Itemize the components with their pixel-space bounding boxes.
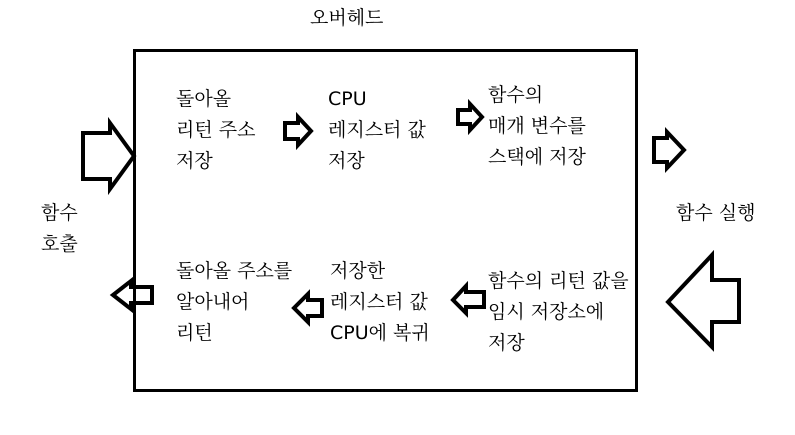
step-arrow-left-icon [453, 286, 484, 313]
exec-arrow-right-icon [654, 132, 684, 168]
function-exec-label: 함수 실행 [676, 202, 756, 224]
step-store-return-value: 함수의 리턴 값을 임시 저장소에 저장 [488, 270, 629, 354]
step-arrow-right-icon [285, 117, 311, 145]
call-arrow-right-icon [83, 123, 134, 189]
step-return-to-caller: 돌아올 주소를 알아내어 리턴 [176, 260, 293, 344]
step-push-parameters: 함수의 매개 변수를 스택에 저장 [488, 84, 586, 168]
return-arrow-left-icon [113, 281, 152, 309]
step-save-cpu-registers: CPU 레지스터 값 저장 [328, 88, 426, 172]
diagram-title: 오버헤드 [310, 7, 384, 29]
function-call-label: 함수 호출 [41, 202, 78, 255]
step-restore-registers: 저장한 레지스터 값 CPU에 복귀 [330, 260, 430, 344]
step-arrow-right-icon [458, 104, 482, 130]
step-save-return-address: 돌아올 리턴 주소 저장 [176, 88, 256, 172]
step-arrow-left-icon [294, 294, 322, 322]
return-arrow-left-icon [668, 255, 739, 347]
